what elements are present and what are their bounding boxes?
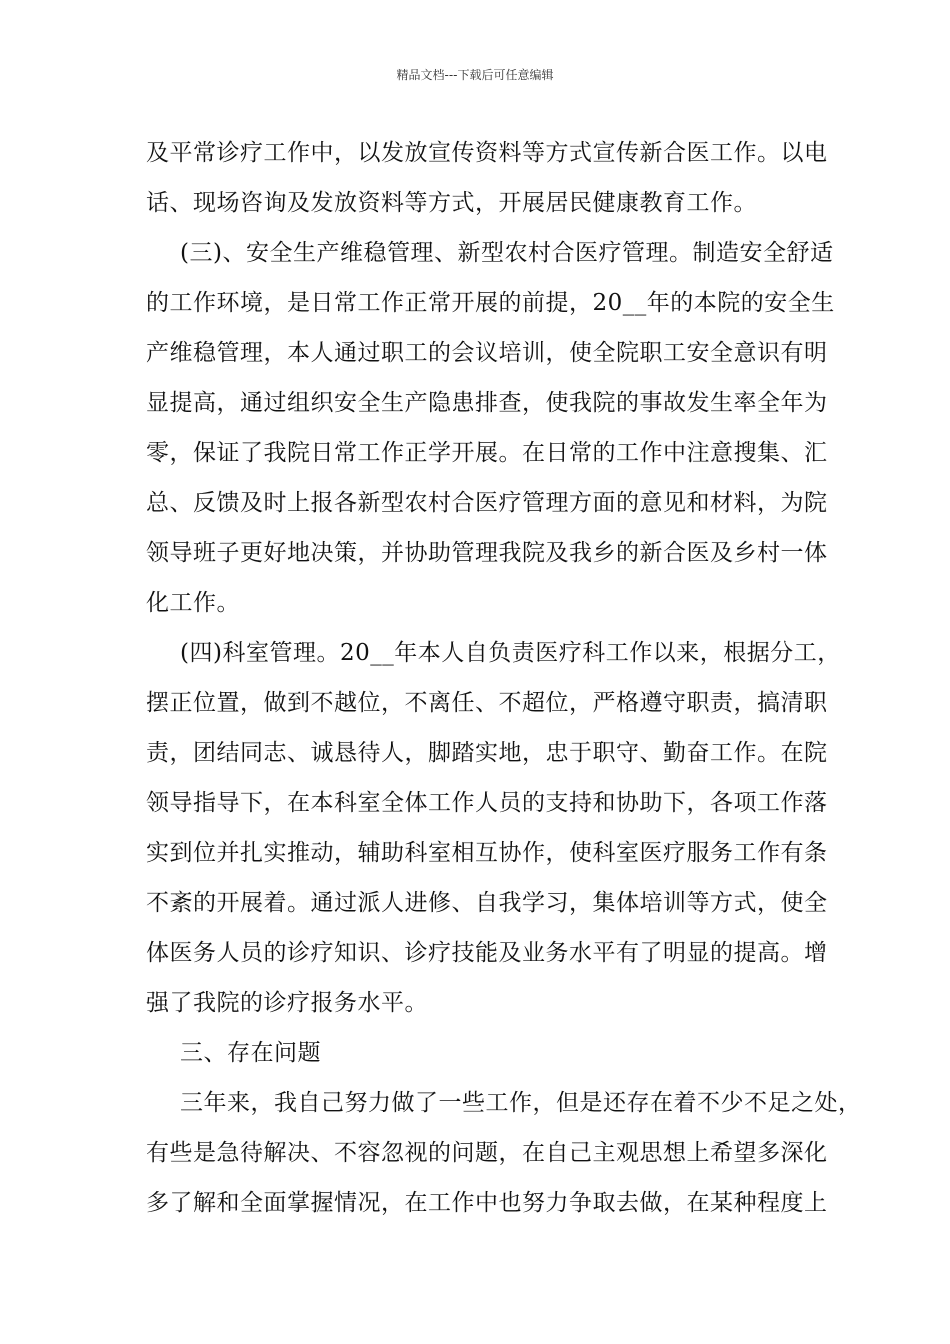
text-line: (四)科室管理。20__年本人自负责医疗科工作以来，根据分工， [180,640,841,666]
text-line: 总、反馈及时上报各新型农村合医疗管理方面的意见和材料，为院 [146,490,828,516]
text-line: 的工作环境，是日常工作正常开展的前提，20__年的本院的安全生 [146,290,835,316]
text-line: 强了我院的诊疗报务水平。 [146,990,428,1016]
text-line: 话、现场咨询及发放资料等方式，开展居民健康教育工作。 [146,190,757,216]
page-header: 精品文档---下载后可任意编辑 [396,68,554,82]
text-line: 不紊的开展着。通过派人进修、自我学习，集体培训等方式，使全 [146,890,828,916]
text-line: 领导班子更好地决策，并协助管理我院及我乡的新合医及乡村一体 [146,540,828,566]
text-line: 化工作。 [146,590,240,616]
document-body [146,128,862,1228]
text-line: 三、存在问题 [180,1040,321,1066]
text-line: 及平常诊疗工作中，以发放宣传资料等方式宣传新合医工作。以电 [146,140,828,166]
text-line: 体医务人员的诊疗知识、诊疗技能及业务水平有了明显的提高。增 [146,940,828,966]
text-line: 三年来，我自己努力做了一些工作，但是还存在着不少不足之处， [180,1090,862,1116]
text-line: 零，保证了我院日常工作正学开展。在日常的工作中注意搜集、汇 [146,440,828,466]
text-line: 显提高，通过组织安全生产隐患排查，使我院的事故发生率全年为 [146,390,828,416]
text-line: 责，团结同志、诚恳待人，脚踏实地，忠于职守、勤奋工作。在院 [146,740,828,766]
text-line: 多了解和全面掌握情况，在工作中也努力争取去做，在某种程度上 [146,1190,828,1216]
text-line: 实到位并扎实推动，辅助科室相互协作，使科室医疗服务工作有条 [146,840,828,866]
text-line: 产维稳管理，本人通过职工的会议培训，使全院职工安全意识有明 [146,340,828,366]
text-line: (三)、安全生产维稳管理、新型农村合医疗管理。制造安全舒适 [180,240,834,266]
text-line: 领导指导下，在本科室全体工作人员的支持和协助下，各项工作落 [146,790,828,816]
text-line: 摆正位置，做到不越位，不离任、不超位，严格遵守职责，搞清职 [146,690,828,716]
text-line: 有些是急待解决、不容忽视的问题，在自己主观思想上希望多深化 [146,1140,828,1166]
